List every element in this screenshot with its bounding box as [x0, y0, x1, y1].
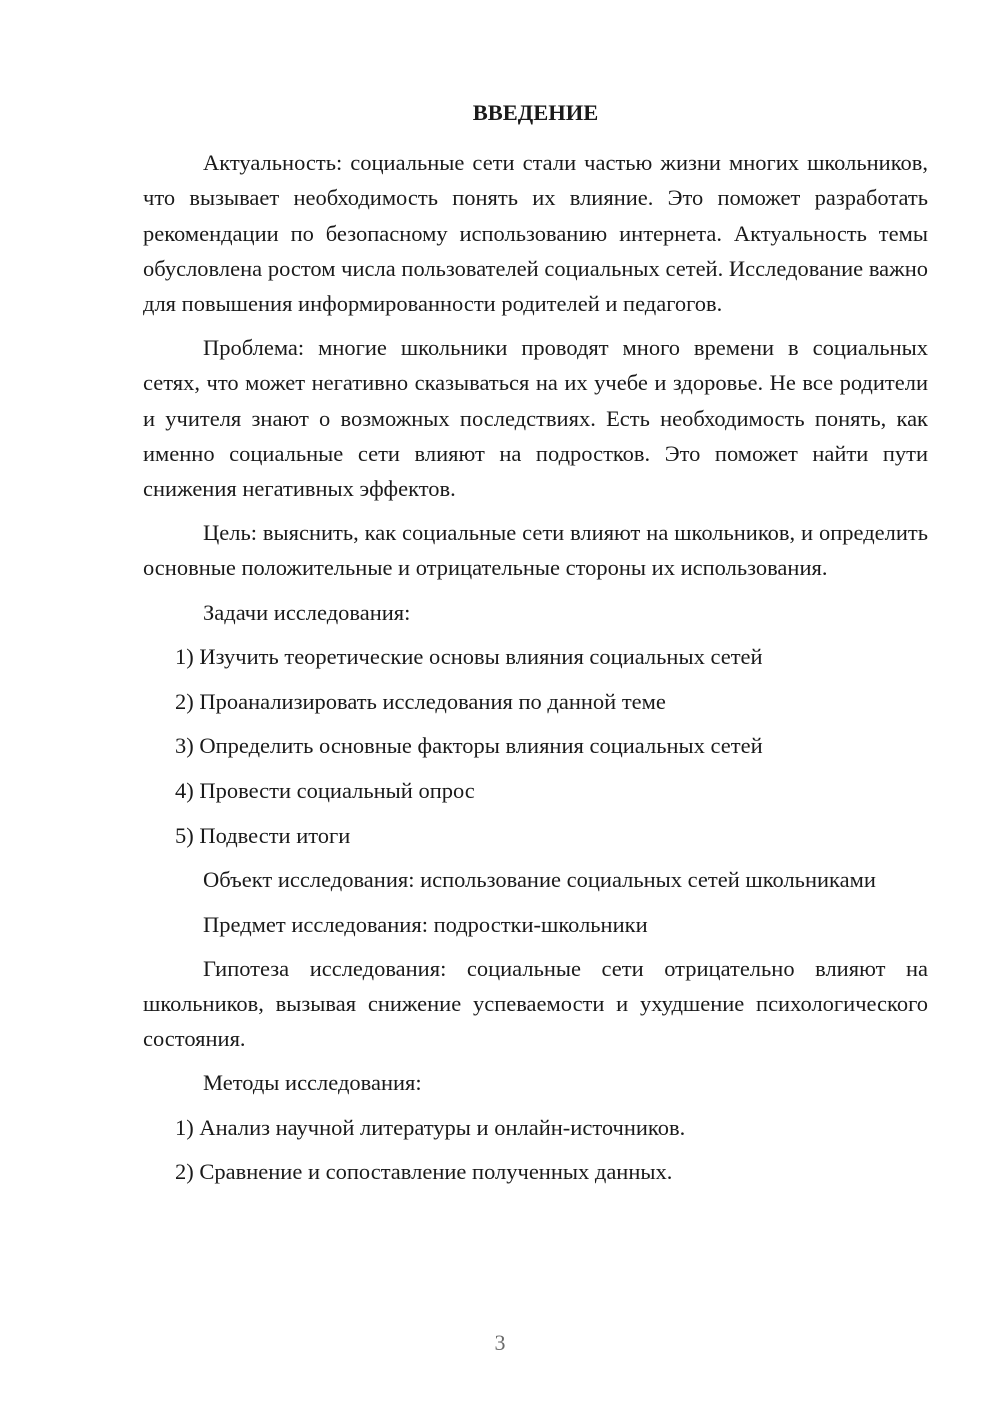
- tasks-heading: Задачи исследования:: [203, 599, 411, 625]
- section-title: ВВЕДЕНИЕ: [472, 100, 599, 125]
- page-number: 3: [494, 1330, 506, 1355]
- goal-paragraph: Цель: выяснить, как социальные сети влияют на школьников, и определить основные положительные и отрицательные стороны их использования.: [143, 520, 928, 581]
- method-item-2: 2) Сравнение и сопоставление полученных данных.: [175, 1159, 673, 1185]
- relevance-paragraph: Актуальность: социальные сети стали частью жизни многих школьников, что вызывает необходимость понять их влияние. Это поможет разработать рекомендации по безопасному использованию интернета. Актуальность темы обусловлена ростом числа пользователей социальных сетей. Исследование важно для повышения информированности родителей и педагогов.: [143, 150, 928, 317]
- task-item-5: 5) Подвести итоги: [175, 822, 351, 848]
- task-item-3: 3) Определить основные факторы влияния социальных сетей: [175, 733, 763, 759]
- document-page: [143, 95, 928, 1199]
- methods-list: [143, 1110, 928, 1190]
- methods-heading: Методы исследования:: [203, 1070, 422, 1096]
- subject-paragraph: Предмет исследования: подростки-школьники: [203, 911, 648, 937]
- object-paragraph: Объект исследования: использование социальных сетей школьниками: [203, 867, 876, 893]
- task-item-1: 1) Изучить теоретические основы влияния социальных сетей: [175, 643, 763, 669]
- method-item-1: 1) Анализ научной литературы и онлайн-источников.: [175, 1114, 686, 1140]
- problem-paragraph: Проблема: многие школьники проводят много времени в социальных сетях, что может негативно сказываться на их учебе и здоровье. Не все родители и учителя знают о возможных последствиях. Есть необходимость понять, как именно социальные сети влияют на подростков. Это поможет найти пути снижения негативных эффектов.: [143, 335, 928, 502]
- task-item-4: 4) Провести социальный опрос: [175, 777, 475, 803]
- tasks-list: [143, 639, 928, 853]
- task-item-2: 2) Проанализировать исследования по данной теме: [175, 688, 666, 714]
- hypothesis-paragraph: Гипотеза исследования: социальные сети отрицательно влияют на школьников, вызывая снижение успеваемости и ухудшение психологического состояния.: [143, 955, 928, 1052]
